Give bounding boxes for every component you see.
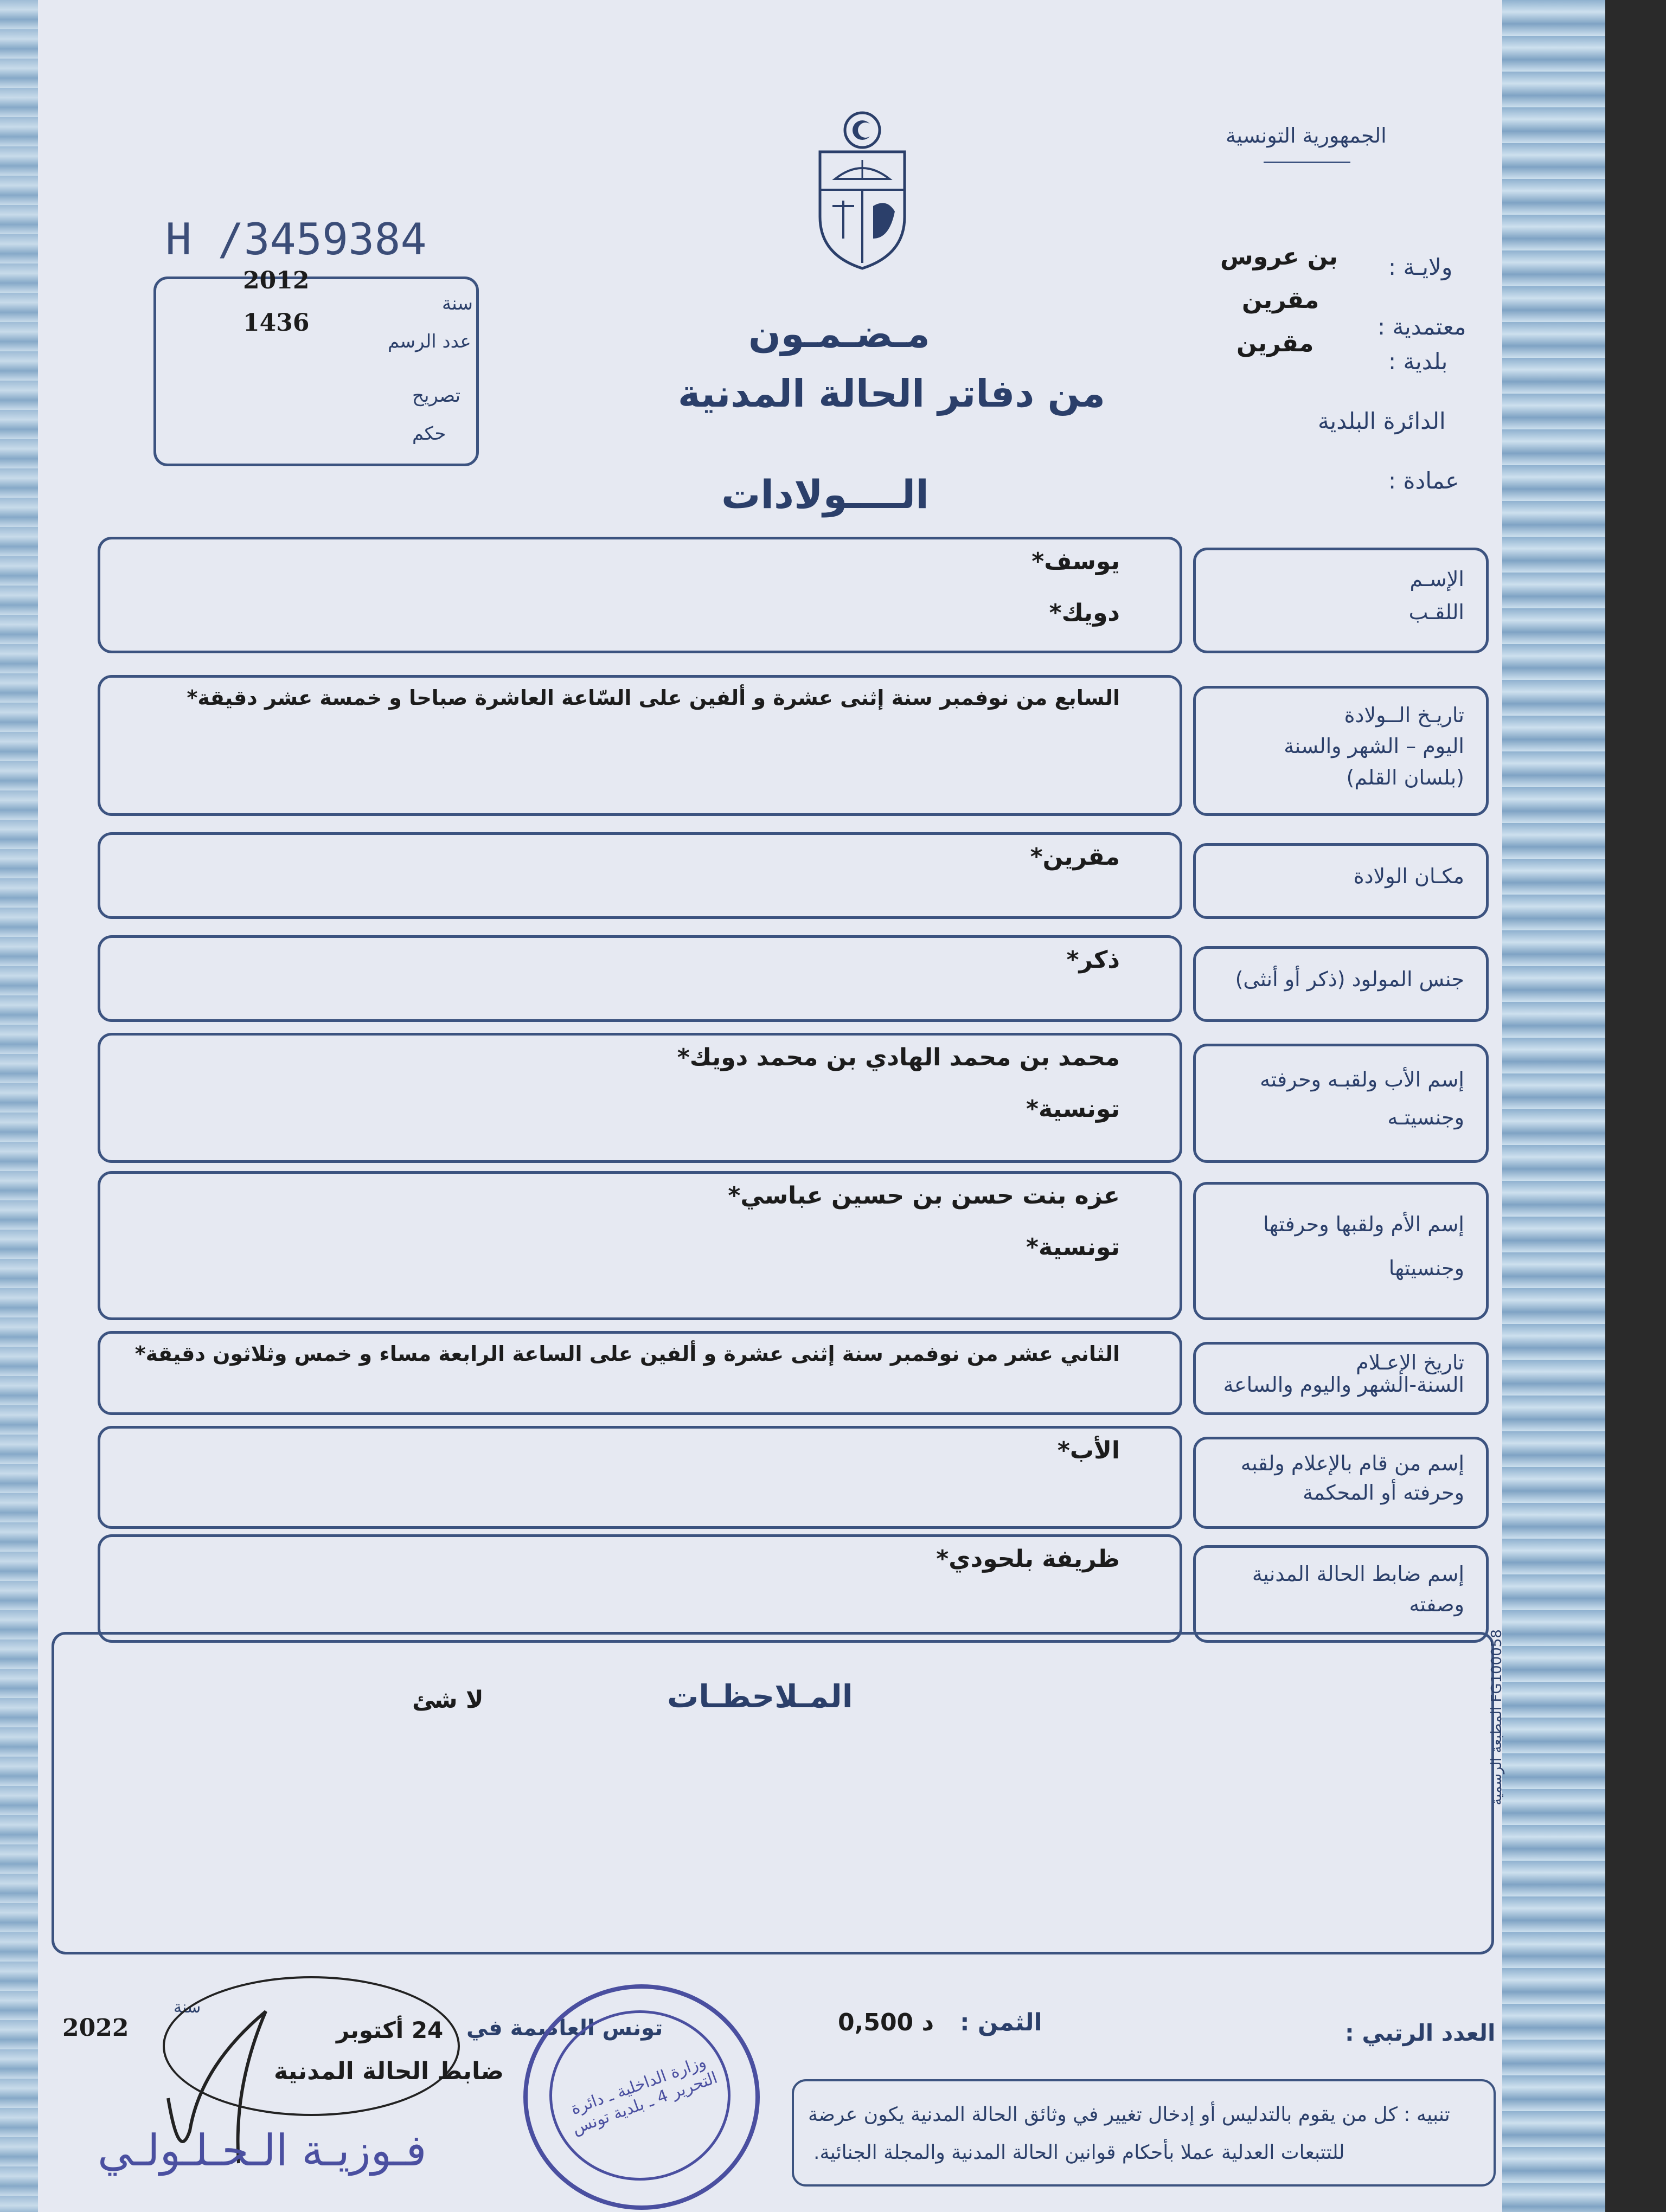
remarks-value: لا شئ: [412, 1686, 484, 1714]
omada-label: عمادة :: [1388, 467, 1459, 494]
row-value: يوسف*: [1031, 548, 1120, 575]
serial-label: العدد الرتبي :: [1345, 2020, 1496, 2046]
row-value-box: [98, 1426, 1182, 1529]
right-guilloche-border: [1502, 0, 1605, 2212]
row-label: السنة-الشهر واليوم والساعة: [1223, 1373, 1464, 1397]
row-value: دويك*: [1049, 599, 1120, 627]
stamp-text: وزارة الداخلية ـ دائرة التحرير 4 ـ بلدية تونس: [568, 2052, 720, 2139]
coat-of-arms-icon: [813, 108, 911, 271]
row-label: إسم من قام بالإعلام ولقبه: [1240, 1451, 1464, 1476]
officer-title: ضابط الحالة المدنية: [274, 2057, 504, 2085]
row-value-box: [98, 935, 1182, 1022]
title-line1: مـضـمـون: [748, 312, 930, 356]
section-title: الــــولادات: [721, 472, 929, 517]
row-label: إسم الأم ولقبها وحرفتها: [1263, 1212, 1464, 1236]
officer-name-stamp: فـوزيـة الـحـلـولـي: [98, 2125, 427, 2176]
row-label: إسم ضابط الحالة المدنية: [1252, 1561, 1464, 1586]
row-label-box: [1193, 1182, 1489, 1320]
judgment-label: حكم: [412, 423, 446, 445]
row-label: تاريخ الإعـلام: [1356, 1350, 1464, 1374]
row-value: الأب*: [1057, 1437, 1120, 1464]
price-label: الثمن :: [960, 2009, 1042, 2036]
printer-mark: المطبعة الرسمية FG100058: [1489, 1629, 1505, 1805]
row-value: تونسية*: [1026, 1233, 1120, 1261]
reg-number-label: عدد الرسم: [388, 331, 471, 352]
year-value: 2012: [243, 267, 310, 294]
row-label: مكـان الولادة: [1353, 864, 1464, 888]
row-label: اليوم – الشهر والسنة: [1284, 734, 1464, 758]
warning-line2: للتتبعات العدلية عملا بأحكام قوانين الحالة المدنية والمجلة الجنائية.: [813, 2142, 1345, 2164]
warning-box: [792, 2079, 1496, 2187]
row-label: إسم الأب ولقبـه وحرفته: [1260, 1068, 1464, 1091]
price-value: 0,500 د: [838, 2009, 934, 2036]
row-label: وجنسيتـه: [1387, 1105, 1464, 1129]
mootamadia-label: معتمدية :: [1377, 313, 1466, 340]
place-label: تونس العاصمة في: [466, 2016, 663, 2041]
row-value: الثاني عشر من نوفمبر سنة إثنى عشرة و ألفين على الساعة الرابعة مساء و خمس وثلاثون دقيقة*: [134, 1342, 1120, 1366]
date-value: 24 أكتوبر: [336, 2017, 444, 2043]
reg-number-value: 1436: [243, 309, 310, 337]
row-value: السابع من نوفمبر سنة إثنى عشرة و ألفين على السّاعة العاشرة صباحا و خمسة عشر دقيقة*: [187, 686, 1120, 710]
year-footer-label: سنة: [174, 1998, 201, 2017]
row-label: الإسـم: [1409, 567, 1464, 591]
republic-label: الجمهورية التونسية: [1226, 124, 1387, 147]
row-value-box: [98, 832, 1182, 919]
wilaya-label: ولايـة :: [1388, 254, 1453, 280]
mootamadia-value: مقرين: [1242, 286, 1319, 314]
title-line2: من دفاتر الحالة المدنية: [678, 371, 1106, 416]
row-value-box: [98, 537, 1182, 653]
row-label-box: [1193, 1044, 1489, 1163]
row-label: اللقـب: [1408, 600, 1464, 625]
row-label: وحرفته أو المحكمة: [1303, 1480, 1464, 1504]
year-label: سنة: [442, 293, 473, 314]
declaration-label: تصريح: [412, 385, 461, 407]
remarks-label: المـلاحظـات: [667, 1678, 853, 1715]
warning-line1: تنبيه : كل من يقوم بالتدليس أو إدخال تغيير في وثائق الحالة المدنية يكون عرضة: [808, 2104, 1450, 2126]
row-label: وجنسيتها: [1388, 1256, 1464, 1281]
row-label: جنس المولود (ذكر أو أنثى): [1235, 967, 1464, 991]
daira-label: الدائرة البلدية: [1318, 408, 1446, 434]
serial-number: H /3459384: [165, 214, 427, 265]
row-value: تونسية*: [1026, 1095, 1120, 1123]
row-value: عزه بنت حسن بن حسين عباسي*: [728, 1182, 1120, 1210]
left-guilloche-border: [0, 0, 38, 2212]
year-footer-value: 2022: [62, 2014, 129, 2042]
baladia-value: مقرين: [1236, 330, 1314, 357]
wilaya-value: بن عروس: [1220, 243, 1338, 271]
official-stamp: [523, 1984, 760, 2210]
row-value: محمد بن محمد الهادي بن محمد دويك*: [677, 1044, 1120, 1071]
row-label: تاريـخ الــولادة: [1344, 703, 1464, 727]
row-value: ذكر*: [1066, 946, 1120, 974]
row-value: مقرين*: [1030, 843, 1120, 871]
row-label: (بلسان القلم): [1346, 765, 1464, 789]
row-value: ظريفة بلحودي*: [936, 1545, 1120, 1573]
row-label: وصفته: [1409, 1592, 1464, 1617]
baladia-label: بلدية :: [1388, 348, 1448, 375]
header-rule: [1264, 162, 1350, 163]
